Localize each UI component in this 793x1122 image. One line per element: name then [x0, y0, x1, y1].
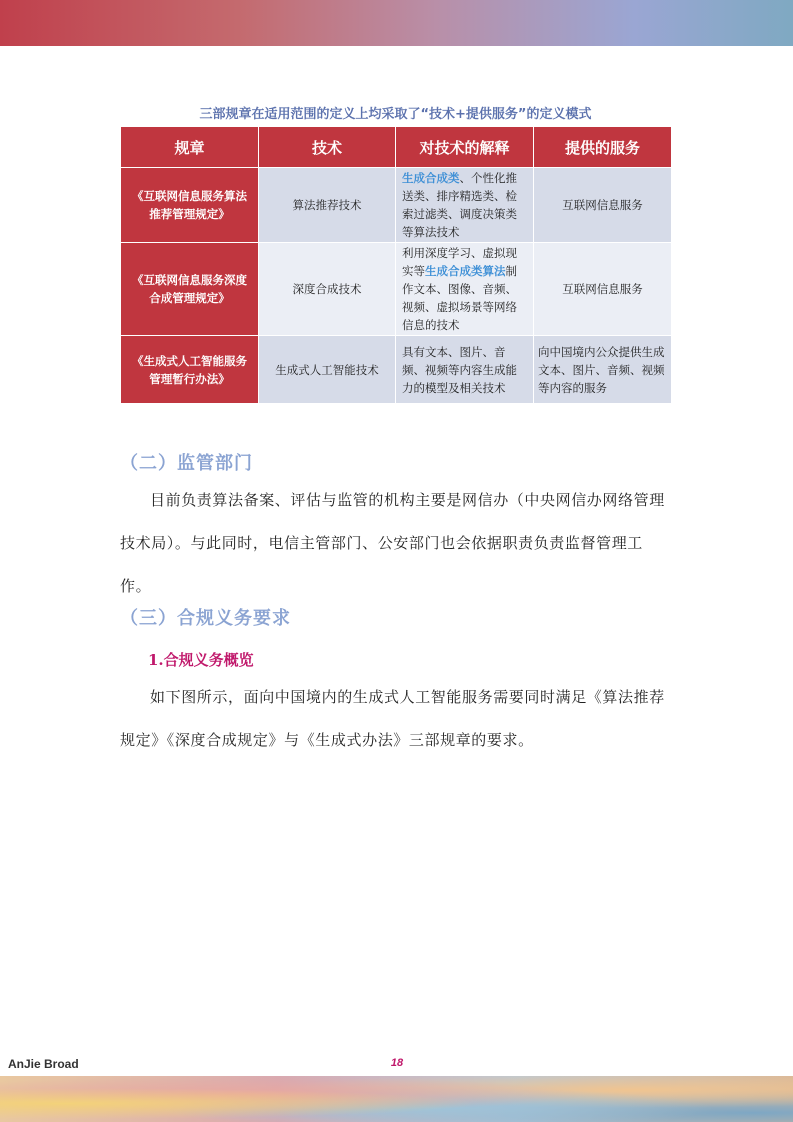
table-row: [121, 336, 672, 404]
regulation-cell: 《互联网信息服务深度合成管理规定》: [121, 243, 259, 336]
section-heading-compliance: （三）合规义务要求: [120, 608, 291, 629]
service-cell: 互联网信息服务: [534, 168, 672, 243]
table-row: [121, 243, 672, 336]
explanation-text: 、个性化推送类、排序精选类、检索过滤类、调度决策类等算法技术: [402, 171, 517, 239]
explanation-cell: [396, 168, 534, 243]
header-regulation: 规章: [121, 127, 259, 168]
table-row: [121, 168, 672, 243]
footer-brand-logo: AnJie Broad: [8, 1057, 79, 1071]
technology-cell: 深度合成技术: [259, 243, 396, 336]
highlight-text: 生成合成类算法: [425, 264, 506, 278]
section-heading-regulators: （二）监管部门: [120, 453, 253, 474]
header-explanation: 对技术的解释: [396, 127, 534, 168]
section-paragraph-overview: 如下图所示，面向中国境内的生成式人工智能服务需要同时满足《算法推荐规定》《深度合成规定》与《生成式办法》三部规章的要求。: [120, 688, 665, 749]
explanation-text: 利用深度学习、虚拟现实等: [402, 246, 517, 278]
regulation-cell: 《互联网信息服务算法推荐管理规定》: [121, 168, 259, 243]
header-technology: 技术: [259, 127, 396, 168]
section-paragraph-regulators: 目前负责算法备案、评估与监管的机构主要是网信办（中央网信办网络管理技术局）。与此同时，电信主管部门、公安部门也会依据职责负责监督管理工作。: [120, 491, 665, 595]
explanation-cell: 具有文本、图片、音频、视频等内容生成能力的模型及相关技术: [396, 336, 534, 404]
bottom-decorative-band: [0, 1076, 793, 1122]
explanation-cell: [396, 243, 534, 336]
technology-cell: 生成式人工智能技术: [259, 336, 396, 404]
top-decorative-band: [0, 0, 793, 46]
regulation-cell: 《生成式人工智能服务管理暂行办法》: [121, 336, 259, 404]
table-header-row: [121, 127, 672, 168]
service-cell: 向中国境内公众提供生成文本、图片、音频、视频等内容的服务: [534, 336, 672, 404]
explanation-text: 制作文本、图像、音频、视频、虚拟场景等网络信息的技术: [402, 264, 517, 332]
regulation-comparison-table: [120, 126, 672, 404]
highlight-text: 生成合成类: [402, 171, 460, 185]
header-service: 提供的服务: [534, 127, 672, 168]
page-number: 18: [390, 1057, 404, 1069]
service-cell: 互联网信息服务: [534, 243, 672, 336]
subsection-heading-overview: 1.合规义务概览: [148, 651, 254, 669]
technology-cell: 算法推荐技术: [259, 168, 396, 243]
table-caption: 三部规章在适用范围的定义上均采取了“技术+提供服务”的定义模式: [199, 107, 592, 122]
